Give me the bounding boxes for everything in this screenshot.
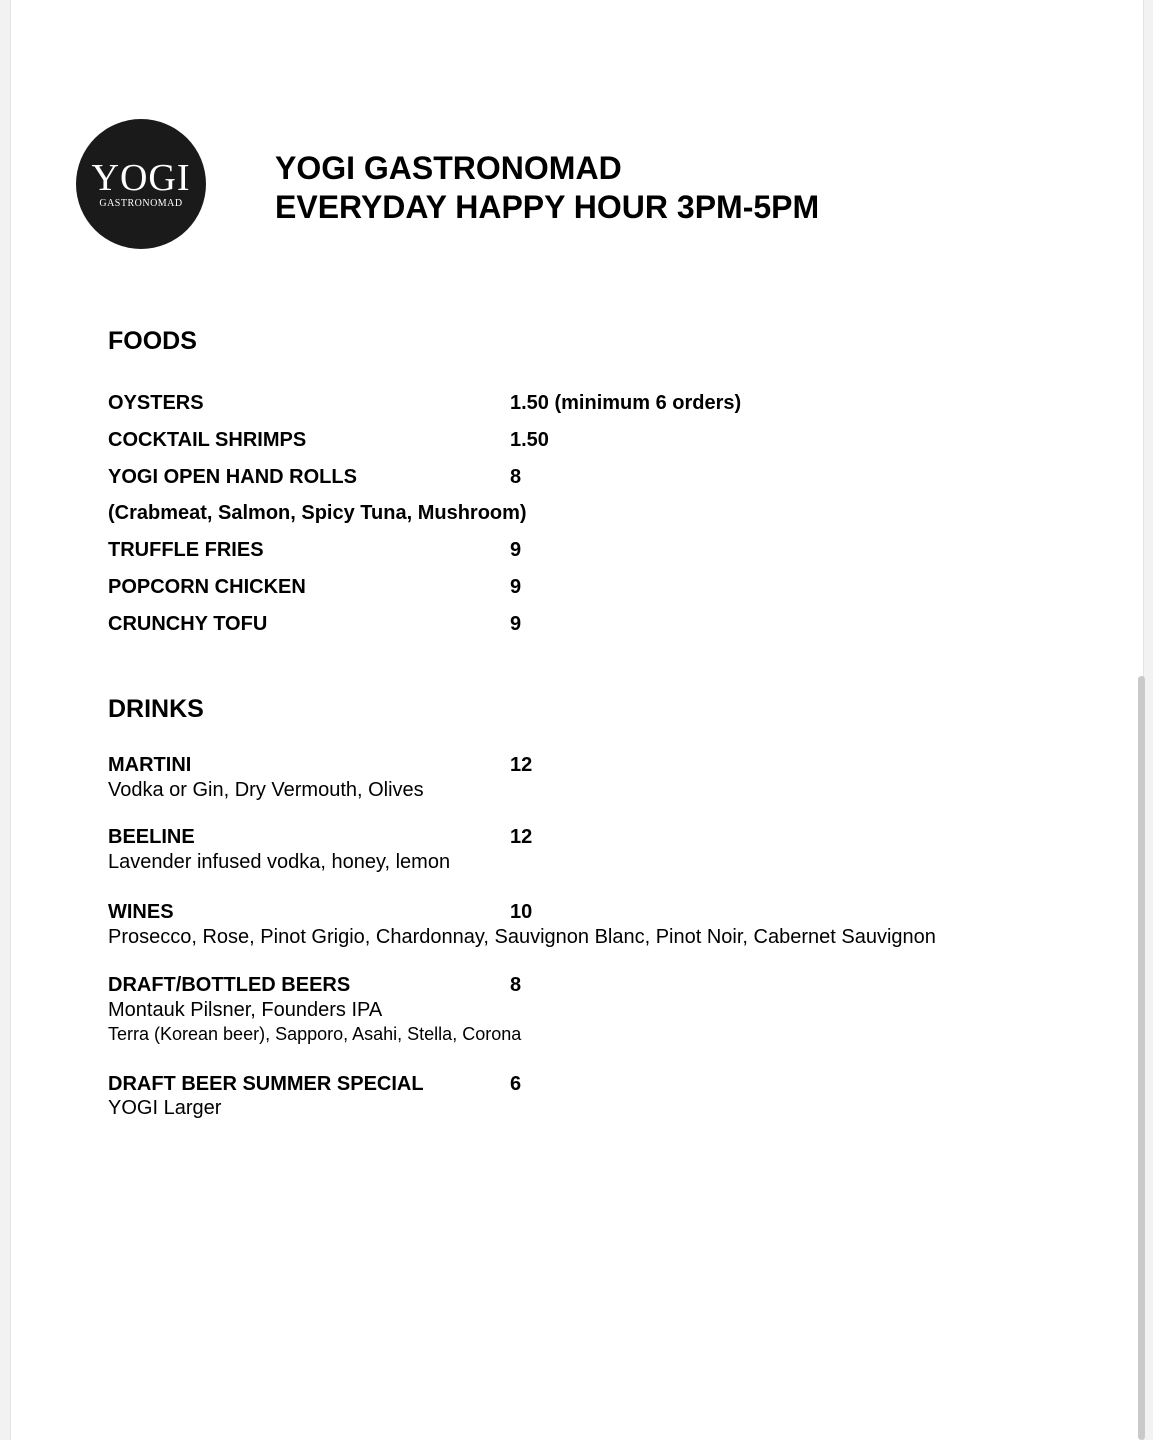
drink-item-description: Lavender infused vodka, honey, lemon bbox=[108, 851, 451, 873]
food-item-name: TRUFFLE FRIES bbox=[108, 539, 264, 561]
page-title-line1: YOGI GASTRONOMAD bbox=[275, 150, 622, 186]
drink-item-price: 12 bbox=[510, 754, 533, 776]
drink-item-name: DRAFT BEER SUMMER SPECIAL bbox=[108, 1073, 424, 1095]
drink-item-price: 12 bbox=[510, 826, 533, 848]
food-item-price: 8 bbox=[510, 466, 522, 488]
logo-text: YOGI bbox=[91, 157, 191, 199]
drink-item-description: YOGI Larger bbox=[108, 1097, 222, 1119]
drink-item-name: MARTINI bbox=[108, 754, 192, 776]
drink-item-name: BEELINE bbox=[108, 826, 195, 848]
food-item-price: 1.50 bbox=[510, 429, 549, 451]
drink-item-description-secondary: Terra (Korean beer), Sapporo, Asahi, Stella, Corona bbox=[108, 1024, 522, 1044]
food-item-price: 9 bbox=[510, 539, 522, 561]
food-item-price: 1.50 (minimum 6 orders) bbox=[510, 392, 742, 414]
food-item-name: CRUNCHY TOFU bbox=[108, 613, 268, 635]
food-item-name: YOGI OPEN HAND ROLLS bbox=[108, 466, 357, 488]
food-item-name: COCKTAIL SHRIMPS bbox=[108, 429, 307, 451]
drink-item-name: DRAFT/BOTTLED BEERS bbox=[108, 974, 351, 996]
drink-item-price: 8 bbox=[510, 974, 522, 996]
drinks-heading: DRINKS bbox=[108, 695, 204, 723]
foods-heading: FOODS bbox=[108, 327, 197, 355]
food-item-price: 9 bbox=[510, 613, 522, 635]
scrollbar-thumb[interactable] bbox=[1138, 676, 1145, 1440]
page-title-line2: EVERYDAY HAPPY HOUR 3PM-5PM bbox=[275, 189, 820, 225]
drink-item-description: Prosecco, Rose, Pinot Grigio, Chardonnay, Sauvignon Blanc, Pinot Noir, Cabernet Sauvignon bbox=[108, 926, 936, 948]
logo-subtext: GASTRONOMAD bbox=[99, 198, 183, 209]
page-edge-left bbox=[0, 0, 11, 1440]
drink-item-price: 6 bbox=[510, 1073, 522, 1095]
food-item-name: OYSTERS bbox=[108, 392, 204, 414]
food-item-note: (Crabmeat, Salmon, Spicy Tuna, Mushroom) bbox=[108, 502, 527, 524]
drink-item-price: 10 bbox=[510, 901, 533, 923]
food-item-name: POPCORN CHICKEN bbox=[108, 576, 306, 598]
food-item-price: 9 bbox=[510, 576, 522, 598]
logo bbox=[76, 119, 206, 249]
drink-item-description: Montauk Pilsner, Founders IPA bbox=[108, 999, 383, 1021]
drink-item-description: Vodka or Gin, Dry Vermouth, Olives bbox=[108, 779, 424, 801]
drink-item-name: WINES bbox=[108, 901, 174, 923]
